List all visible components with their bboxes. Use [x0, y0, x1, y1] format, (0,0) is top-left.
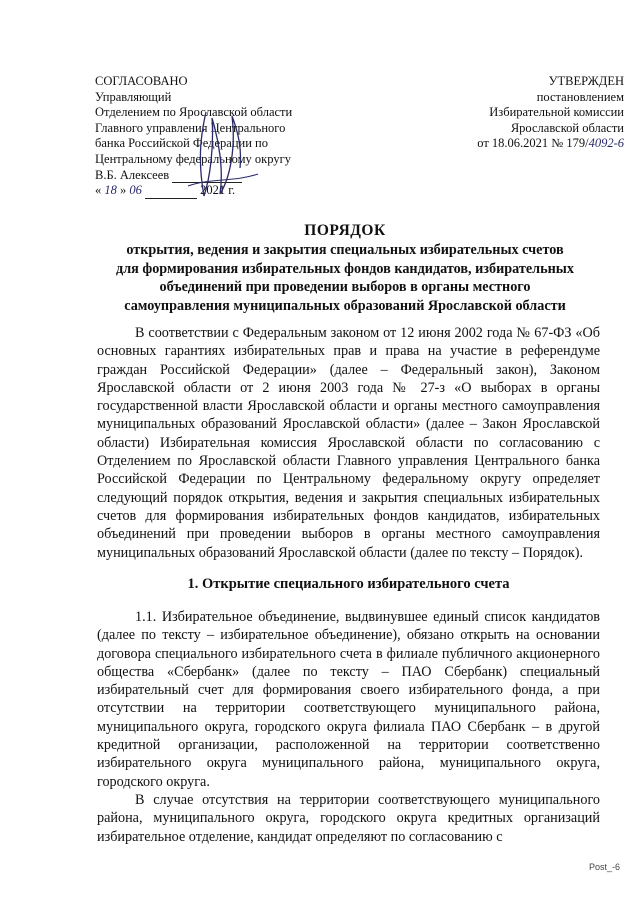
decree-handwritten: 4092-6 — [588, 136, 624, 151]
date-open-quote: « — [95, 183, 102, 198]
footer-code: Post_-6 — [588, 862, 620, 872]
title-subtitle — [90, 241, 600, 315]
section-1-body — [97, 608, 600, 846]
title-subtitle-line: открытия, ведения и закрытия специальных избирательных счетов — [126, 242, 564, 258]
decree-prefix: от 18.06.2021 № 179/ — [477, 136, 589, 151]
approval-right-line: постановлением — [536, 89, 624, 104]
document-title — [90, 221, 600, 315]
approval-left-line: Главного управления Центрального — [95, 120, 286, 135]
approval-right-line: УТВЕРЖДЕН — [548, 74, 624, 88]
approval-left-line: Управляющий — [95, 89, 172, 104]
intro-paragraph: В соответствии с Федеральным законом от 12 июня 2002 года № 67-ФЗ «Об основных гарантиях избирательных прав и права на участие в референдуме граждан Российской Федерации» (далее – Федеральный закон), Законом Ярославской области от 2 июня 2003 года № 27-з «О выборах в органы государственной власти Ярославской области и органы местного самоуправления муниципальных образований Ярославской области» (далее – Закон Ярославской области) Избирательная комиссия Ярославской области по согласованию с Отделением по Ярославской области Главного управления Центрального банка Российской Федерации по Центральному федеральному округу определяет следующий порядок открытия, ведения и закрытия специальных избирательных счетов для формирования избирательных фондов кандидатов, избирательных объединений при проведении выборов в органы местного самоуправления муниципальных образований Ярославской области (далее по тексту – Порядок). — [97, 325, 600, 561]
section-paragraph: 1.1. Избирательное объединение, выдвинувшее единый список кандидатов (далее по тексту – избирательное объединение), обязано открыть на основании договора специального избирательного счета в филиале публичного акционерного общества «Сбербанк» (далее по тексту – ПАО Сбербанк) специальный избирательный счет для формирования своего избирательного фонда, а при отсутствии на территории соответствующего муниципального района, муниципального округа, городского округа филиала ПАО Сбербанк – в другой кредитной организации, расположенной на территории соответственно избирательного округа муниципального района, муниципального округа, городского округа. — [97, 609, 600, 790]
section-paragraph: В случае отсутствия на территории соответствующего муниципального района, муниципального округа, городского округа кредитных организаций избирательное отделение, кандидат определяют по согласованию с — [97, 791, 600, 845]
date-day: 18 — [104, 183, 117, 198]
handwritten-signature — [180, 108, 260, 200]
approval-right-line: Ярославской области — [510, 120, 624, 135]
title-main: ПОРЯДОК — [304, 222, 386, 239]
date-year: 2021 г. — [200, 183, 236, 198]
title-subtitle-line: объединений при проведении выборов в органы местного — [159, 279, 531, 296]
date-month: 06 — [129, 183, 142, 198]
title-subtitle-line: самоуправления муниципальных образований Ярославской области — [124, 297, 566, 314]
section-heading: 1. Открытие специального избирательного счета — [187, 576, 510, 592]
approval-left-line: Отделением по Ярославской области — [95, 105, 293, 120]
title-subtitle-line: для формирования избирательных фондов кандидатов, избирательных — [116, 260, 574, 277]
approval-block-right — [477, 74, 624, 152]
intro-section — [97, 324, 600, 562]
approval-left-line: СОГЛАСОВАНО — [95, 74, 188, 88]
date-close-quote: » — [120, 183, 127, 198]
approval-left-line: банка Российской Федерации по — [95, 136, 268, 151]
approval-left-line: Центральному федеральному округу — [95, 151, 291, 166]
signer-name: В.Б. Алексеев — [95, 167, 170, 182]
approval-right-line: Избирательной комиссии — [489, 105, 624, 120]
decree-number — [477, 136, 624, 152]
